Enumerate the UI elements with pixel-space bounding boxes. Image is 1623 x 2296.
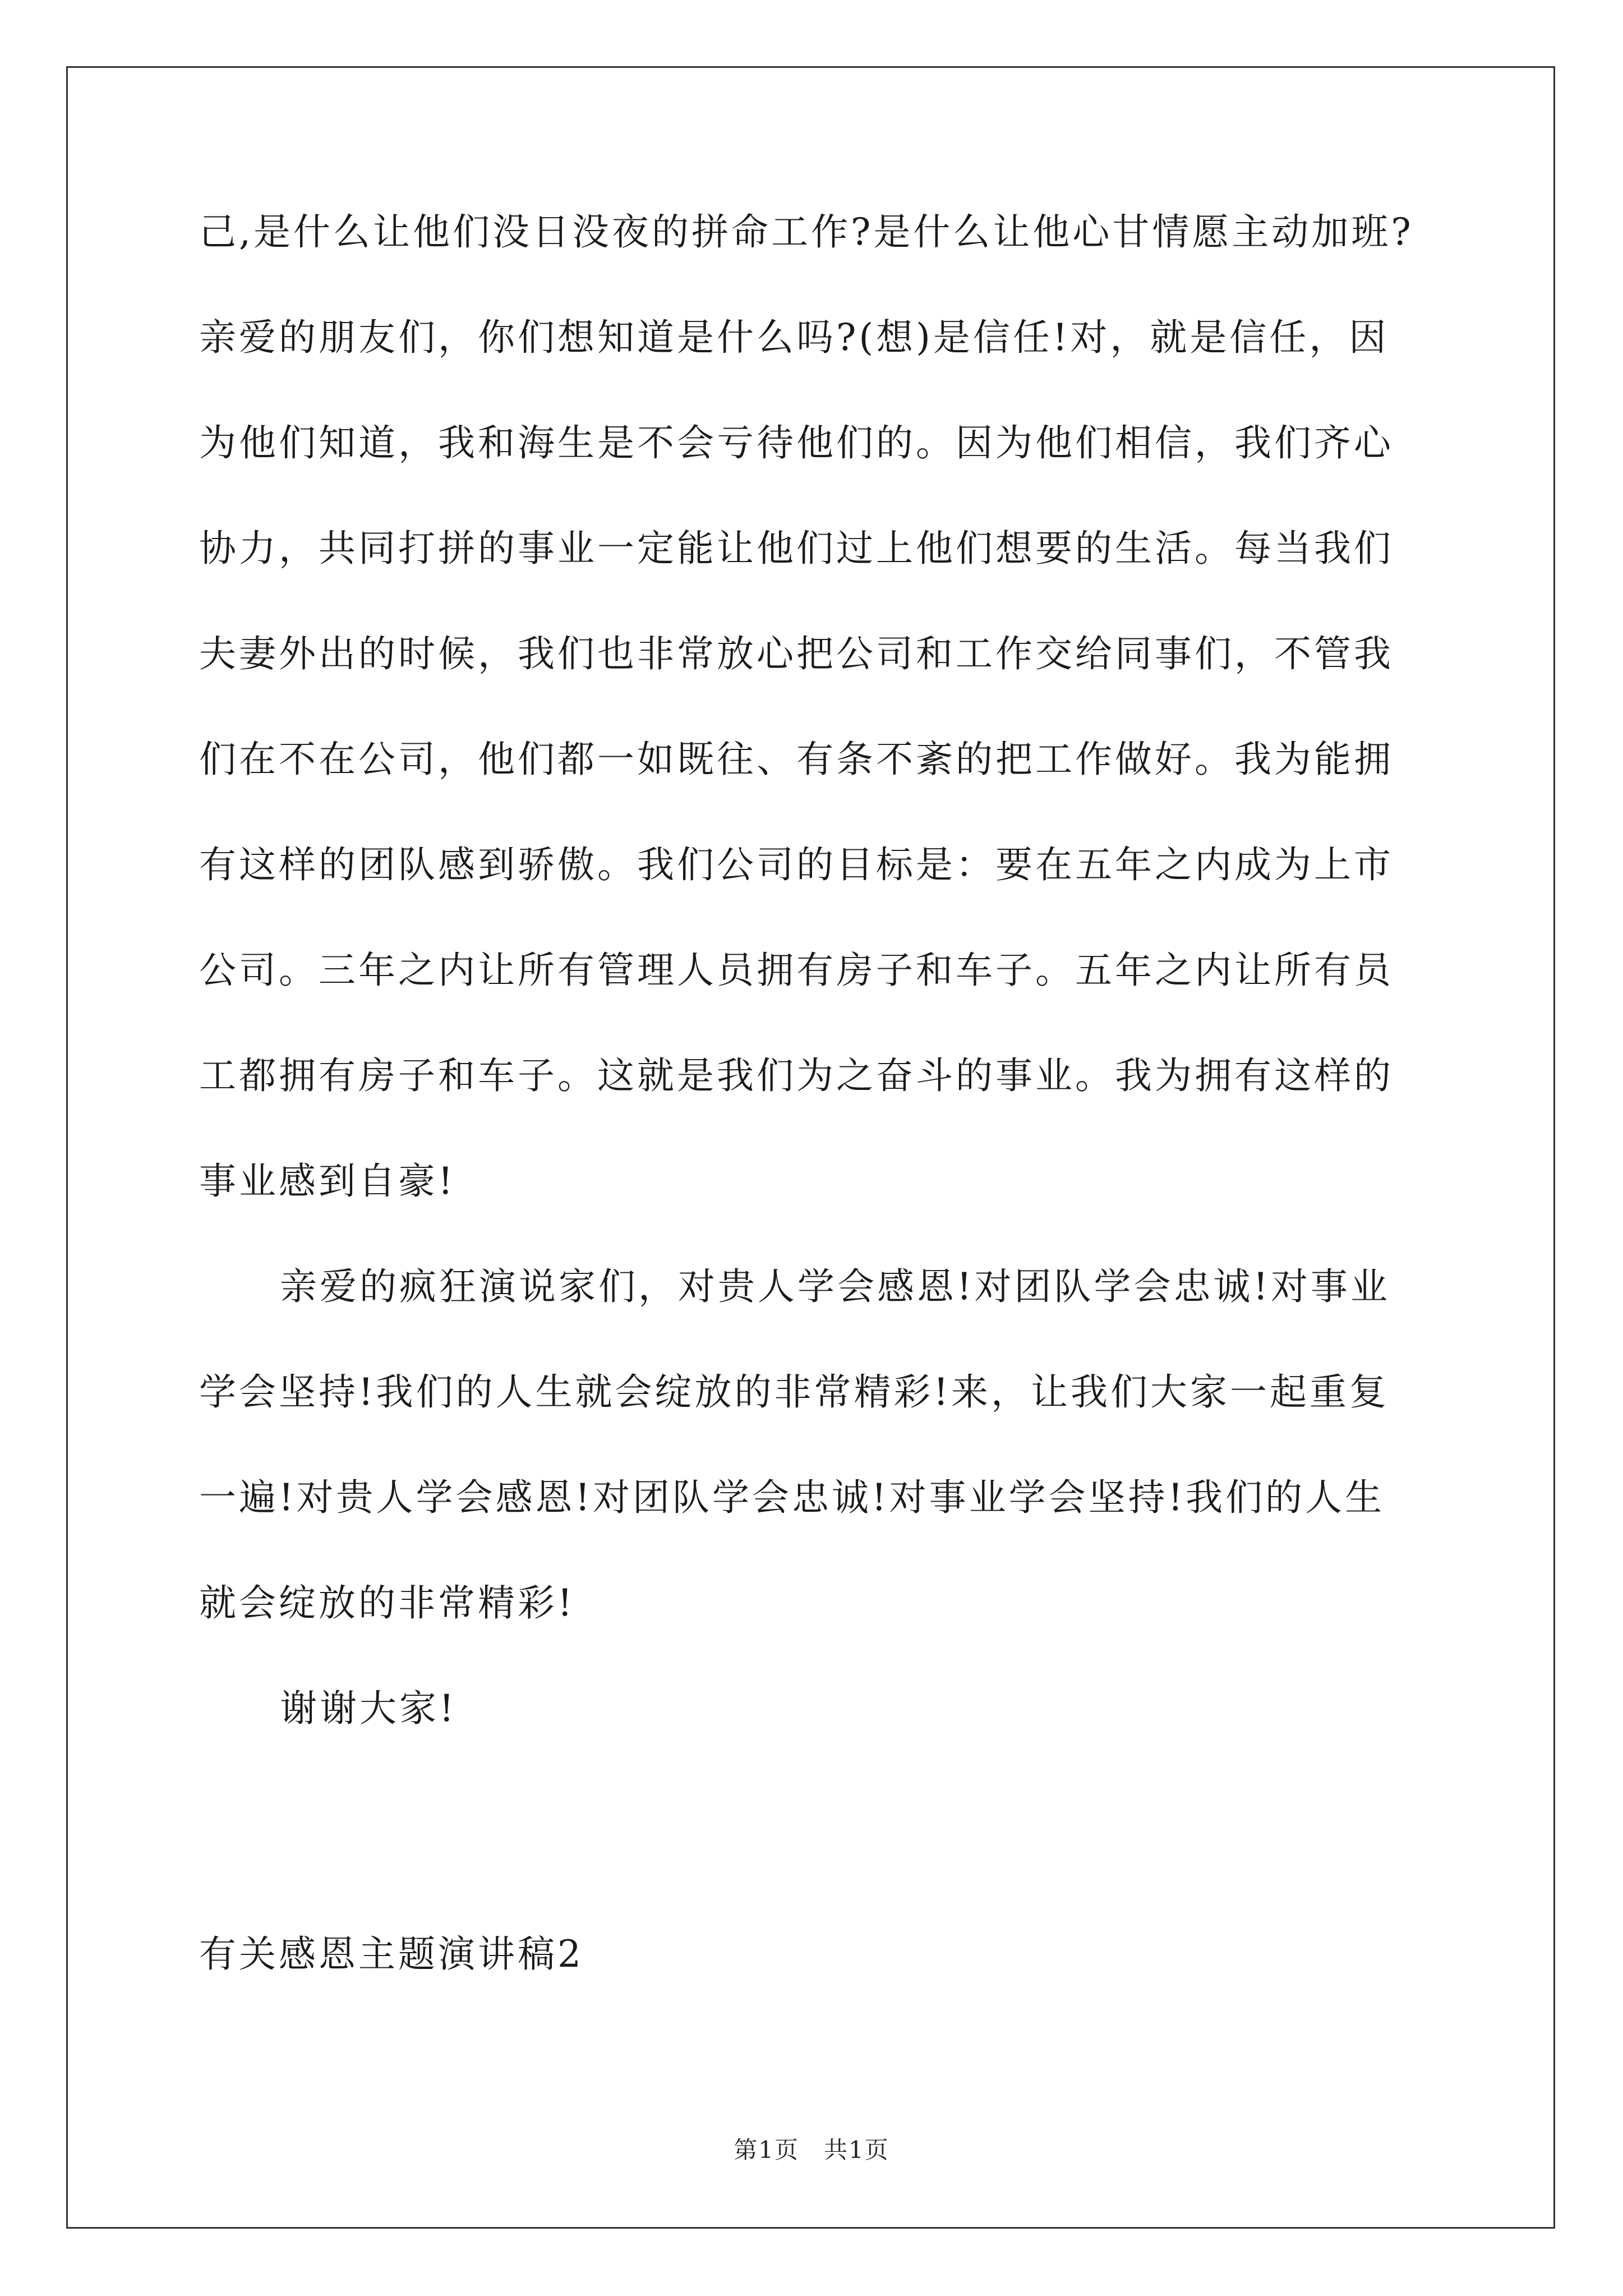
text-line: 事业感到自豪! bbox=[199, 1159, 456, 1203]
text-line: 有这样的团队感到骄傲。我们公司的目标是：要在五年之内成为上市 bbox=[199, 843, 1394, 886]
text-line: 亲爱的朋友们，你们想知道是什么吗?(想)是信任!对，就是信任，因 bbox=[199, 316, 1389, 359]
section-heading: 有关感恩主题演讲稿2 bbox=[199, 1932, 584, 1976]
paragraph-2 bbox=[199, 1234, 1455, 1656]
text-line: 一遍!对贵人学会感恩!对团队学会忠诚!对事业学会坚持!我们的人生 bbox=[199, 1476, 1385, 1519]
document-body bbox=[199, 180, 1455, 1761]
text-line: 亲爱的疯狂演说家们，对贵人学会感恩!对团队学会忠诚!对事业 bbox=[280, 1265, 1391, 1308]
text-line: 工都拥有房子和车子。这就是我们为之奋斗的事业。我为拥有这样的 bbox=[199, 1054, 1394, 1097]
text-line: 谢谢大家! bbox=[280, 1687, 457, 1730]
paragraph-3 bbox=[199, 1656, 1455, 1761]
page-footer bbox=[0, 2132, 1623, 2165]
text-line: 夫妻外出的时候，我们也非常放心把公司和工作交给同事们，不管我 bbox=[199, 632, 1394, 675]
paragraph-1 bbox=[199, 180, 1455, 1234]
page-number-label: 第1页 共1页 bbox=[734, 2136, 889, 2164]
text-line: 为他们知道，我和海生是不会亏待他们的。因为他们相信，我们齐心 bbox=[199, 421, 1394, 464]
text-line: 公司。三年之内让所有管理人员拥有房子和车子。五年之内让所有员 bbox=[199, 949, 1394, 992]
text-line: 协力，共同打拼的事业一定能让他们过上他们想要的生活。每当我们 bbox=[199, 527, 1394, 570]
text-line: 们在不在公司，他们都一如既往、有条不紊的把工作做好。我为能拥 bbox=[199, 738, 1394, 781]
text-line: 就会绽放的非常精彩! bbox=[199, 1581, 575, 1625]
text-line: 学会坚持!我们的人生就会绽放的非常精彩!来，让我们大家一起重复 bbox=[199, 1370, 1390, 1414]
text-line: 己,是什么让他们没日没夜的拼命工作?是什么让他心甘情愿主动加班? bbox=[199, 210, 1414, 254]
